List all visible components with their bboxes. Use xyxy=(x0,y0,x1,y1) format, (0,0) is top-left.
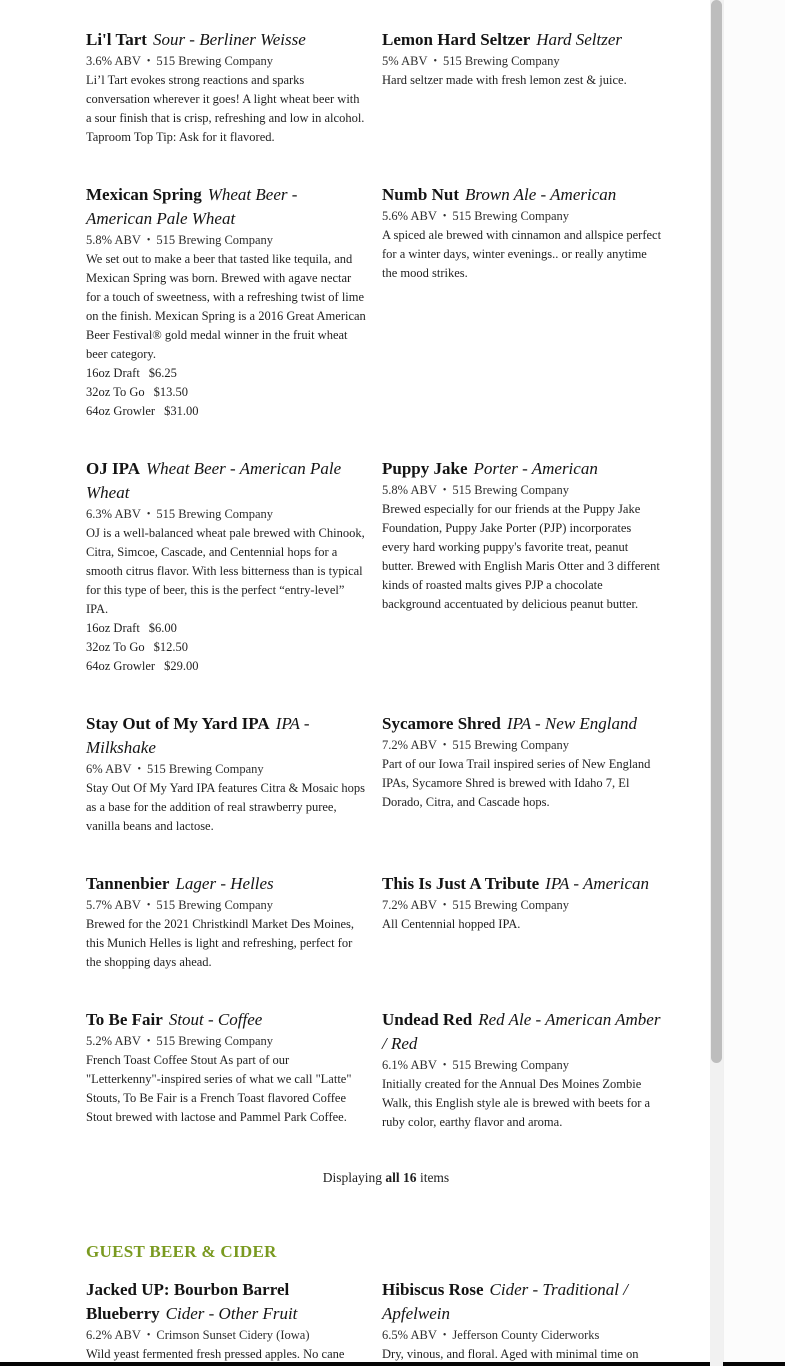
bullet-separator: • xyxy=(442,1060,447,1071)
beer-card xyxy=(86,1008,366,1132)
beer-style: Red Ale - American Amber / Red xyxy=(382,1010,661,1053)
beer-name: Puppy Jake xyxy=(382,459,468,478)
beer-name: Tannenbier xyxy=(86,874,170,893)
beer-brewery: 515 Brewing Company xyxy=(156,54,274,68)
beer-name: Lemon Hard Seltzer xyxy=(382,30,531,49)
beer-meta xyxy=(382,52,662,71)
beer-abv: 6.2% ABV xyxy=(86,1328,141,1342)
beer-brewery: 515 Brewing Company xyxy=(452,1058,570,1072)
scrollbar-thumb[interactable] xyxy=(711,0,722,1063)
beer-meta xyxy=(86,231,366,250)
bullet-separator: • xyxy=(137,764,142,775)
serving-size: 32oz To Go xyxy=(86,640,145,654)
beer-description: Dry, vinous, and floral. Aged with minimal time on xyxy=(382,1347,639,1361)
beer-card xyxy=(86,872,366,972)
beer-description: Initially created for the Annual Des Moines Zombie Walk, this English style ale is brewed with beets for a ruby color, earthy flavor and aroma. xyxy=(382,1077,651,1129)
beer-name: Mexican Spring xyxy=(86,185,202,204)
serving-size: 64oz Growler xyxy=(86,659,156,673)
beer-style: Cider - Other Fruit xyxy=(165,1304,298,1323)
beer-card xyxy=(86,1278,366,1364)
bullet-separator: • xyxy=(146,235,151,246)
beer-name: Numb Nut xyxy=(382,185,459,204)
beer-name: OJ IPA xyxy=(86,459,140,478)
beer-name: Hibiscus Rose xyxy=(382,1280,484,1299)
bullet-separator: • xyxy=(442,485,447,496)
serving-price: $13.50 xyxy=(153,385,188,399)
beer-description: French Toast Coffee Stout As part of our "Letterkenny"-inspired series of what we call "Latte" Stouts, To Be Fair is a French Toast flavored Coffee Stout brewed with lactose and Pammel Park Coffee. xyxy=(86,1053,352,1124)
serving-row xyxy=(86,638,366,657)
beer-abv: 5.7% ABV xyxy=(86,898,141,912)
beer-brewery: 515 Brewing Company xyxy=(156,507,274,521)
serving-prices xyxy=(86,619,366,676)
beer-style: Wheat Beer - American Pale Wheat xyxy=(86,459,342,502)
beer-title xyxy=(382,1278,662,1326)
beer-name: Undead Red xyxy=(382,1010,473,1029)
beer-brewery: 515 Brewing Company xyxy=(452,898,570,912)
beer-description: Brewed for the 2021 Christkindl Market Des Moines, this Munich Helles is light and refreshing, perfect for the shopping days ahead. xyxy=(86,917,355,969)
bullet-separator: • xyxy=(146,900,151,911)
serving-price: $6.25 xyxy=(148,366,177,380)
beer-style: IPA - American xyxy=(545,874,650,893)
beer-title xyxy=(86,183,366,231)
bullet-separator: • xyxy=(442,900,447,911)
beer-brewery: 515 Brewing Company xyxy=(452,483,570,497)
serving-prices xyxy=(86,364,366,421)
beer-style: Lager - Helles xyxy=(175,874,274,893)
guest-section-heading: GUEST BEER & CIDER xyxy=(86,1242,277,1261)
beer-meta xyxy=(382,207,662,226)
beer-card xyxy=(86,183,366,421)
beer-style: Brown Ale - American xyxy=(465,185,617,204)
beer-description: Stay Out Of My Yard IPA features Citra & Mosaic hops as a base for the addition of real strawberry puree, vanilla beans and lactose. xyxy=(86,781,366,833)
serving-row xyxy=(86,619,366,638)
beer-name: Sycamore Shred xyxy=(382,714,501,733)
beer-brewery: 515 Brewing Company xyxy=(156,233,274,247)
beer-list xyxy=(86,28,662,1132)
bullet-separator: • xyxy=(442,740,447,751)
beer-abv: 6.3% ABV xyxy=(86,507,141,521)
beer-brewery: 515 Brewing Company xyxy=(156,1034,274,1048)
beer-style: IPA - New England xyxy=(506,714,638,733)
beer-title xyxy=(86,1278,366,1326)
beer-abv: 5% ABV xyxy=(382,54,428,68)
beer-card xyxy=(86,712,366,836)
beer-description: All Centennial hopped IPA. xyxy=(382,917,521,931)
serving-size: 16oz Draft xyxy=(86,621,140,635)
beer-meta xyxy=(86,896,366,915)
beer-description: We set out to make a beer that tasted like tequila, and Mexican Spring was born. Brewed with agave nectar for a touch of sweetness, with a refreshing twist of lime on the finish. Mexican Spring is a 2016 Great American Beer Festival® gold medal winner in the fruit wheat beer category. xyxy=(86,252,366,361)
beer-title xyxy=(382,712,662,736)
serving-size: 64oz Growler xyxy=(86,404,156,418)
beer-description: Wild yeast fermented fresh pressed apples. No cane xyxy=(86,1347,345,1361)
bullet-separator: • xyxy=(433,56,438,67)
beer-meta xyxy=(382,481,662,500)
beer-description: OJ is a well-balanced wheat pale brewed with Chinook, Citra, Simcoe, Cascade, and Centennial hops for a smooth citrus flavor. With less bitterness than is typical for this type of beer, this is the perfect “entry-level” IPA. xyxy=(86,526,365,616)
beer-abv: 3.6% ABV xyxy=(86,54,141,68)
page-right-margin xyxy=(723,0,785,1366)
menu-content xyxy=(86,28,662,1364)
beer-title xyxy=(382,183,662,207)
beer-name: Jacked UP: Bourbon Barrel Blueberry xyxy=(86,1280,290,1323)
beer-card xyxy=(382,1278,662,1364)
bullet-separator: • xyxy=(146,1036,151,1047)
beer-abv: 5.8% ABV xyxy=(86,233,141,247)
serving-row xyxy=(86,383,366,402)
beer-abv: 6.1% ABV xyxy=(382,1058,437,1072)
bullet-separator: • xyxy=(146,56,151,67)
beer-card xyxy=(382,183,662,421)
bullet-separator: • xyxy=(442,211,447,222)
beer-abv: 6.5% ABV xyxy=(382,1328,437,1342)
beer-brewery: Crimson Sunset Cidery (Iowa) xyxy=(156,1328,310,1342)
bottom-black-bar xyxy=(0,1362,785,1366)
beer-name: To Be Fair xyxy=(86,1010,163,1029)
beer-style: Porter - American xyxy=(473,459,598,478)
beer-meta xyxy=(86,760,366,779)
beer-description: Part of our Iowa Trail inspired series of New England IPAs, Sycamore Shred is brewed with Idaho 7, El Dorado, Citra, and Cascade hops. xyxy=(382,757,651,809)
beer-title xyxy=(86,457,366,505)
beer-meta xyxy=(86,505,366,524)
beer-style: Wheat Beer - American Pale Wheat xyxy=(86,185,298,228)
beer-card xyxy=(382,872,662,972)
serving-price: $31.00 xyxy=(164,404,199,418)
beer-description: Li’l Tart evokes strong reactions and sparks conversation wherever it goes! A light wheat beer with a sour finish that is crisp, refreshing and low in alcohol. Taproom Top Tip: Ask for it flavored. xyxy=(86,73,365,144)
beer-card xyxy=(86,28,366,147)
beer-title xyxy=(86,1008,366,1032)
serving-size: 16oz Draft xyxy=(86,366,140,380)
beer-brewery: 515 Brewing Company xyxy=(452,738,570,752)
serving-row xyxy=(86,657,366,676)
items-count-status xyxy=(98,1168,674,1187)
items-count-value: all 16 xyxy=(385,1170,417,1185)
beer-abv: 6% ABV xyxy=(86,762,132,776)
beer-meta xyxy=(382,896,662,915)
serving-row xyxy=(86,402,366,421)
items-count-suffix: items xyxy=(416,1170,450,1185)
beer-style: Cider - Traditional / Apfelwein xyxy=(382,1280,628,1323)
serving-row xyxy=(86,364,366,383)
beer-title xyxy=(382,872,662,896)
scrollbar-track[interactable] xyxy=(710,0,723,1366)
beer-description: Hard seltzer made with fresh lemon zest & juice. xyxy=(382,73,627,87)
beer-style: Hard Seltzer xyxy=(536,30,623,49)
beer-card xyxy=(382,712,662,836)
beer-meta xyxy=(382,1326,662,1345)
serving-size: 32oz To Go xyxy=(86,385,145,399)
bullet-separator: • xyxy=(146,509,151,520)
bullet-separator: • xyxy=(146,1330,151,1341)
beer-meta xyxy=(382,736,662,755)
beer-title xyxy=(382,28,662,52)
beer-name: Stay Out of My Yard IPA xyxy=(86,714,270,733)
beer-meta xyxy=(86,1032,366,1051)
beer-meta xyxy=(382,1056,662,1075)
beer-brewery: 515 Brewing Company xyxy=(443,54,560,68)
bullet-separator: • xyxy=(442,1330,447,1341)
beer-title xyxy=(382,1008,662,1056)
beer-abv: 5.2% ABV xyxy=(86,1034,141,1048)
beer-card xyxy=(382,28,662,147)
beer-abv: 7.2% ABV xyxy=(382,738,437,752)
beer-brewery: 515 Brewing Company xyxy=(452,209,570,223)
beer-abv: 5.8% ABV xyxy=(382,483,437,497)
serving-price: $6.00 xyxy=(148,621,177,635)
beer-title xyxy=(86,872,366,896)
serving-price: $29.00 xyxy=(164,659,199,673)
beer-brewery: 515 Brewing Company xyxy=(147,762,264,776)
guest-beer-list xyxy=(86,1278,662,1364)
beer-card xyxy=(382,457,662,676)
beer-description: A spiced ale brewed with cinnamon and allspice perfect for a winter days, winter evenings.. or really anytime the mood strikes. xyxy=(382,228,662,280)
items-count-prefix: Displaying xyxy=(322,1170,386,1185)
beer-brewery: Jefferson County Ciderworks xyxy=(452,1328,600,1342)
beer-abv: 7.2% ABV xyxy=(382,898,437,912)
beer-title xyxy=(382,457,662,481)
beer-style: IPA - Milkshake xyxy=(86,714,310,757)
beer-abv: 5.6% ABV xyxy=(382,209,437,223)
beer-description: Brewed especially for our friends at the Puppy Jake Foundation, Puppy Jake Porter (PJP) incorporates every hard working puppy's favorite treat, peanut butter. Brewed with English Maris Otter and 3 different kinds of roasted malts gives PJP a chocolate background accentuated by delicious peanut butter. xyxy=(382,502,660,611)
beer-card xyxy=(382,1008,662,1132)
beer-card xyxy=(86,457,366,676)
beer-meta xyxy=(86,52,366,71)
beer-brewery: 515 Brewing Company xyxy=(156,898,274,912)
beer-style: Stout - Coffee xyxy=(168,1010,263,1029)
beer-meta xyxy=(86,1326,366,1345)
beer-title xyxy=(86,712,366,760)
beer-name: This Is Just A Tribute xyxy=(382,874,540,893)
serving-price: $12.50 xyxy=(153,640,188,654)
beer-name: Li'l Tart xyxy=(86,30,147,49)
beer-style: Sour - Berliner Weisse xyxy=(152,30,306,49)
beer-title xyxy=(86,28,366,52)
